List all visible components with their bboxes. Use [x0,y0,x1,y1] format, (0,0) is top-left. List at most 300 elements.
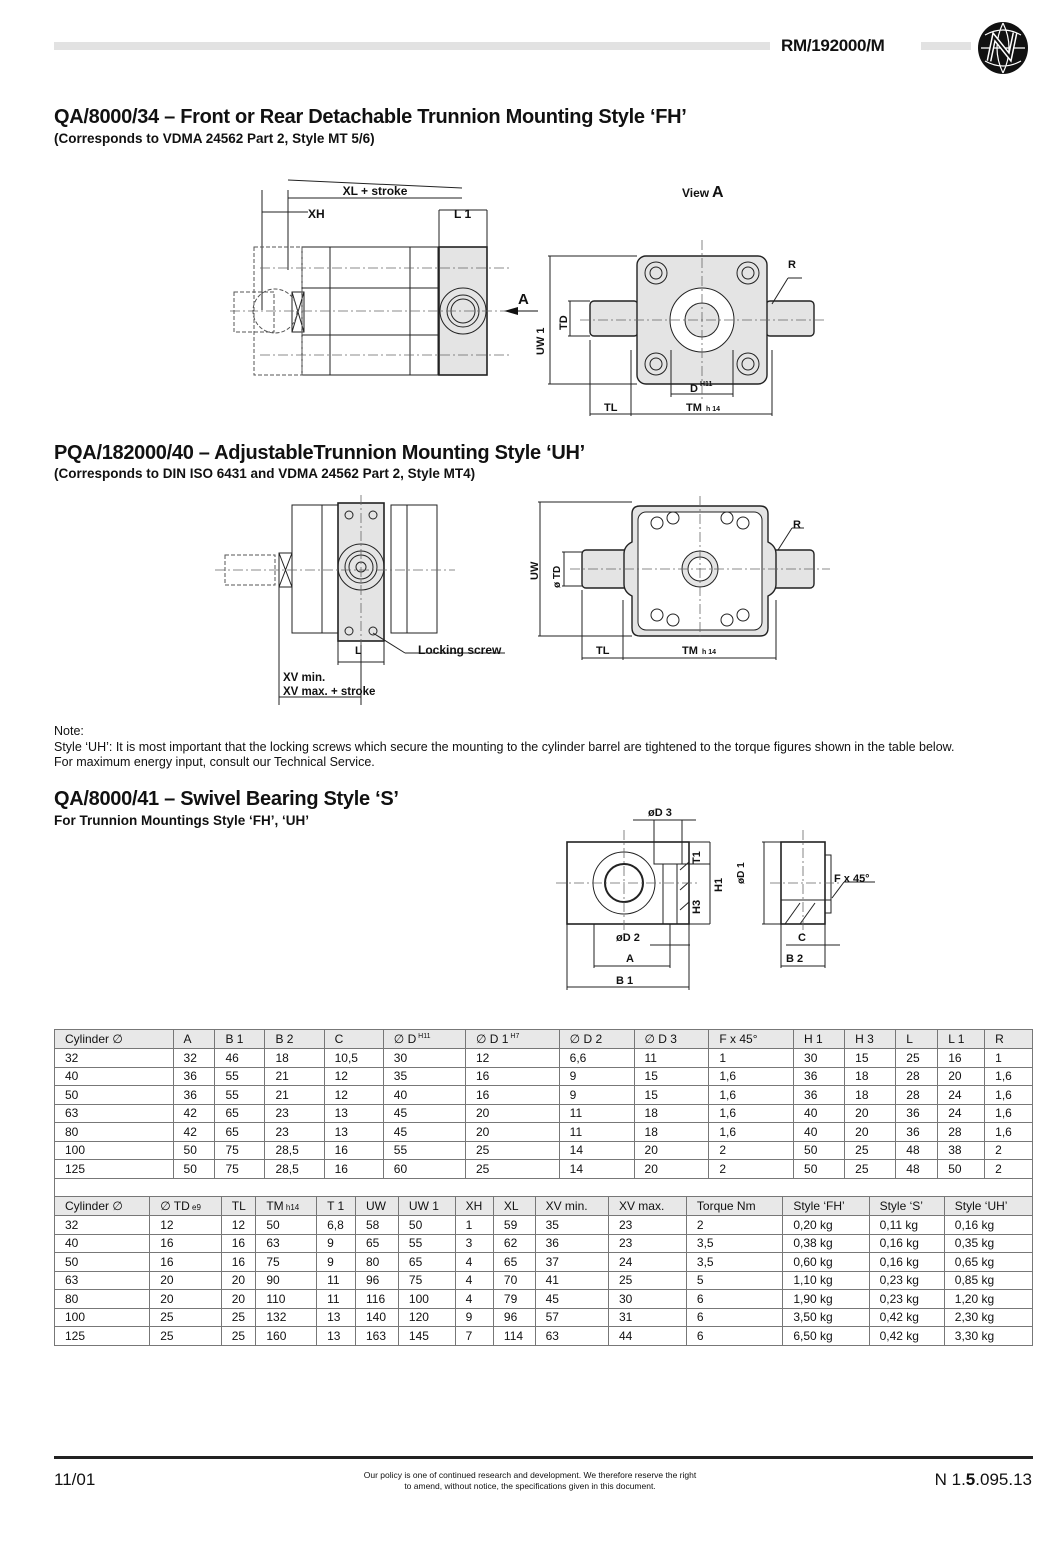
label-xv-max: XV max. + stroke [283,686,376,698]
table-cell: 40 [794,1104,845,1123]
table-row [55,1123,1033,1142]
table-cell: 11 [317,1271,356,1290]
label-c: C [798,932,806,944]
table-cell: 1,6 [985,1086,1033,1105]
table-cell: 1,6 [985,1067,1033,1086]
table-cell: 13 [317,1308,356,1327]
table-row [55,1216,1033,1235]
table-cell: 65 [398,1253,455,1272]
table-cell: 11 [317,1290,356,1309]
table-cell: 2 [709,1160,794,1179]
column-header: XL [493,1197,535,1216]
table-cell: 2 [985,1160,1033,1179]
label-h1: H1 [713,877,725,892]
table-cell: 1 [455,1216,493,1235]
table-cell: 0,35 kg [944,1234,1032,1253]
table-cell: 58 [355,1216,398,1235]
table-cell: 80 [55,1290,150,1309]
column-header: ∅ D $^{H11}$ [383,1030,465,1049]
footer-page-number [935,1470,1032,1490]
table-cell: 2,30 kg [944,1308,1032,1327]
table-cell: 7 [455,1327,493,1346]
table-cell: 18 [634,1123,709,1142]
norgren-globe-logo [977,21,1029,75]
table-cell: 28 [938,1123,985,1142]
table-cell: 28 [896,1086,938,1105]
table-cell: 28 [896,1067,938,1086]
label-tl: TL [604,402,618,414]
label-xv-min: XV min. [283,672,326,684]
table-cell: 18 [845,1067,896,1086]
table-cell: 75 [215,1160,265,1179]
table-cell: 65 [215,1104,265,1123]
table-cell: 75 [215,1141,265,1160]
table-cell: 20 [466,1104,560,1123]
column-header: Style ‘UH’ [944,1197,1032,1216]
label-tm-tol: h 14 [702,649,717,656]
table-cell: 14 [559,1160,634,1179]
uh-side-view-diagram [215,495,525,705]
label-b2: B 2 [786,953,804,965]
table-cell: 80 [55,1123,174,1142]
column-header: UW 1 [398,1197,455,1216]
table-cell: 55 [215,1067,265,1086]
section-title-s: QA/8000/41 – Swivel Bearing Style ‘S’ [54,788,399,810]
table-cell: 35 [383,1067,465,1086]
table-cell: 25 [150,1327,222,1346]
table-cell: 100 [55,1308,150,1327]
table-cell: 31 [608,1308,686,1327]
table-cell: 90 [256,1271,317,1290]
table-cell: 160 [256,1327,317,1346]
column-header: Torque Nm [686,1197,782,1216]
swivel-bearing-diagram [550,800,880,995]
table-cell: 40 [794,1123,845,1142]
table-cell: 20 [221,1271,256,1290]
table-cell: 25 [221,1308,256,1327]
table-cell: 20 [634,1141,709,1160]
table-cell: 65 [215,1123,265,1142]
table-cell: 120 [398,1308,455,1327]
table-cell: 50 [173,1160,215,1179]
table-cell: 6,6 [559,1049,634,1068]
note-line-2: For maximum energy input, consult our Technical Service. [54,755,375,769]
table-cell: 21 [265,1086,324,1105]
table-cell: 32 [173,1049,215,1068]
table-cell: 3,50 kg [783,1308,869,1327]
header-rule-right [921,42,971,50]
table-cell: 6,50 kg [783,1327,869,1346]
table-cell: 16 [324,1160,383,1179]
section-subtitle-uh: (Corresponds to DIN ISO 6431 and VDMA 24562 Part 2, Style MT4) [54,466,476,481]
table-cell: 38 [938,1141,985,1160]
table-row [55,1327,1033,1346]
table-cell: 20 [466,1123,560,1142]
fh-view-a-diagram [535,180,840,430]
table-cell: 4 [455,1253,493,1272]
table-cell: 20 [938,1067,985,1086]
footer-policy [300,1470,760,1492]
table-cell: 25 [221,1327,256,1346]
table-cell: 28,5 [265,1160,324,1179]
label-view-letter: A [712,184,724,201]
table-cell: 16 [221,1253,256,1272]
table-cell: 65 [355,1234,398,1253]
table-cell: 1,6 [709,1086,794,1105]
table-cell: 18 [634,1104,709,1123]
table-cell: 5 [686,1271,782,1290]
footer-date: 11/01 [54,1470,96,1489]
table-cell: 23 [608,1234,686,1253]
table-cell: 36 [173,1086,215,1105]
section-subtitle-s: For Trunnion Mountings Style ‘FH’, ‘UH’ [54,813,309,828]
table-cell: 25 [845,1160,896,1179]
table-cell: 41 [535,1271,608,1290]
table-cell: 70 [493,1271,535,1290]
table-header-row [55,1197,1033,1216]
label-tm: TM [682,645,698,657]
table-cell: 18 [845,1086,896,1105]
table-cell: 12 [324,1067,383,1086]
table-cell: 114 [493,1327,535,1346]
table-cell: 24 [938,1104,985,1123]
table-cell: 0,16 kg [944,1216,1032,1235]
table-row [55,1049,1033,1068]
table-cell: 96 [493,1308,535,1327]
table-cell: 36 [794,1086,845,1105]
table-cell: 40 [383,1086,465,1105]
table-cell: 0,60 kg [783,1253,869,1272]
table-cell: 12 [221,1216,256,1235]
label-a: A [626,953,634,965]
table-cell: 9 [317,1253,356,1272]
table-cell: 2 [709,1141,794,1160]
table-cell: 3,5 [686,1234,782,1253]
table-cell: 25 [150,1308,222,1327]
table-cell: 25 [608,1271,686,1290]
table-cell: 13 [324,1123,383,1142]
column-header: T 1 [317,1197,356,1216]
label-td: TD [558,315,570,330]
label-d: D [690,383,698,395]
table-header-row [55,1030,1033,1049]
table-cell: 1 [985,1049,1033,1068]
table-cell: 25 [466,1160,560,1179]
table-cell: 100 [398,1290,455,1309]
table-cell: 12 [324,1086,383,1105]
table-spacer-row [54,1176,1033,1196]
table-cell: 55 [383,1141,465,1160]
table-cell: 80 [355,1253,398,1272]
table-cell: 3,5 [686,1253,782,1272]
table-cell: 23 [265,1104,324,1123]
table-cell: 1,6 [709,1067,794,1086]
table-cell: 18 [265,1049,324,1068]
label-r: R [793,519,801,531]
column-header: ∅ D 1 $^{H7}$ [466,1030,560,1049]
table-cell: 2 [985,1141,1033,1160]
table-cell: 1,90 kg [783,1290,869,1309]
table-cell: 16 [938,1049,985,1068]
table-cell: 60 [383,1160,465,1179]
column-header: ∅ D 2 [559,1030,634,1049]
table-cell: 3,30 kg [944,1327,1032,1346]
table-cell: 23 [265,1123,324,1142]
table-cell: 163 [355,1327,398,1346]
table-cell: 6 [686,1308,782,1327]
note-heading: Note: [54,724,84,738]
table-row [55,1253,1033,1272]
uh-front-view-diagram [520,490,840,670]
table-cell: 59 [493,1216,535,1235]
table-cell: 24 [608,1253,686,1272]
table-row [55,1086,1033,1105]
table-cell: 45 [535,1290,608,1309]
table-cell: 1,6 [985,1123,1033,1142]
table-cell: 20 [845,1123,896,1142]
table-cell: 9 [317,1234,356,1253]
table-cell: 2 [686,1216,782,1235]
section-subtitle-fh: (Corresponds to VDMA 24562 Part 2, Style MT 5/6) [54,131,375,146]
table-cell: 50 [173,1141,215,1160]
section-title-fh: QA/8000/34 – Front or Rear Detachable Trunnion Mounting Style ‘FH’ [54,106,687,128]
table-cell: 1,6 [985,1104,1033,1123]
table-cell: 9 [559,1086,634,1105]
table-cell: 37 [535,1253,608,1272]
label-d-tol: H11 [700,381,713,388]
column-header: XH [455,1197,493,1216]
column-header: ∅ TD e9 [150,1197,222,1216]
table-cell: 96 [355,1271,398,1290]
table-cell: 40 [55,1234,150,1253]
table-cell: 15 [634,1067,709,1086]
table-cell: 24 [938,1086,985,1105]
table-cell: 36 [794,1067,845,1086]
column-header: TM h14 [256,1197,317,1216]
table-cell: 57 [535,1308,608,1327]
table-cell: 35 [535,1216,608,1235]
table-cell: 0,16 kg [869,1234,944,1253]
table-cell: 0,11 kg [869,1216,944,1235]
table-cell: 6 [686,1327,782,1346]
label-view: View [682,186,710,200]
table-cell: 25 [845,1141,896,1160]
label-xl-stroke: XL + stroke [342,184,408,198]
column-header: XV max. [608,1197,686,1216]
label-f45: F x 45° [834,873,870,885]
label-xh: XH [308,207,325,221]
table-cell: 45 [383,1123,465,1142]
table-cell: 6 [686,1290,782,1309]
table-cell: 10,5 [324,1049,383,1068]
table-cell: 32 [55,1049,174,1068]
column-header: XV min. [535,1197,608,1216]
column-header: Cylinder ∅ [55,1197,150,1216]
table-cell: 3 [455,1234,493,1253]
tolerance-suffix: e9 [189,1203,201,1212]
label-d1: øD 1 [736,862,747,884]
tolerance-superscript: H7 [508,1033,520,1040]
table-row [55,1104,1033,1123]
table-cell: 1,6 [709,1123,794,1142]
table-cell: 110 [256,1290,317,1309]
label-b1: B 1 [616,975,634,987]
table-cell: 13 [317,1327,356,1346]
table-cell: 30 [794,1049,845,1068]
table-cell: 50 [938,1160,985,1179]
table-row [55,1308,1033,1327]
table-cell: 1,6 [709,1104,794,1123]
table-cell: 6,8 [317,1216,356,1235]
footer-policy-line-2: to amend, without notice, the specifications given in this document. [404,1481,656,1491]
table-cell: 15 [845,1049,896,1068]
table-cell: 50 [55,1253,150,1272]
table-cell: 48 [896,1141,938,1160]
table-cell: 20 [845,1104,896,1123]
table-cell: 40 [55,1067,174,1086]
table-cell: 45 [383,1104,465,1123]
column-header: Style ‘FH’ [783,1197,869,1216]
fh-side-view-diagram [220,180,540,420]
page-prefix: N 1. [934,1470,966,1489]
table-cell: 36 [535,1234,608,1253]
label-uw1: UW 1 [535,327,547,355]
table-cell: 15 [634,1086,709,1105]
table-cell: 63 [55,1104,174,1123]
table-cell: 9 [455,1308,493,1327]
table-cell: 30 [608,1290,686,1309]
table-cell: 50 [55,1086,174,1105]
table-row [55,1290,1033,1309]
column-header: ∅ D 3 [634,1030,709,1049]
table-cell: 50 [794,1160,845,1179]
table-cell: 0,16 kg [869,1253,944,1272]
table-cell: 79 [493,1290,535,1309]
table-row [55,1067,1033,1086]
table-cell: 12 [466,1049,560,1068]
label-t1: T1 [691,851,703,864]
table-cell: 55 [215,1086,265,1105]
label-h3: H3 [691,899,703,914]
table-cell: 12 [150,1216,222,1235]
table-cell: 20 [634,1160,709,1179]
table-cell: 4 [455,1290,493,1309]
column-header: H 3 [845,1030,896,1049]
column-header: R [985,1030,1033,1049]
column-header: F x 45° [709,1030,794,1049]
table-cell: 55 [398,1234,455,1253]
label-r: R [788,259,796,271]
table-row [55,1234,1033,1253]
dimensions-table-1 [54,1029,1033,1179]
table-cell: 0,65 kg [944,1253,1032,1272]
table-cell: 16 [150,1234,222,1253]
tolerance-superscript: H11 [416,1033,431,1040]
column-header: B 2 [265,1030,324,1049]
label-tm-tol: h 14 [706,406,721,413]
table-cell: 23 [608,1216,686,1235]
table-cell: 1 [709,1049,794,1068]
footer-policy-line-1: Our policy is one of continued research and development. We therefore reserve the right [363,1470,697,1480]
table-cell: 20 [150,1271,222,1290]
table-cell: 25 [466,1141,560,1160]
table-cell: 36 [896,1104,938,1123]
table-cell: 0,42 kg [869,1327,944,1346]
table-cell: 132 [256,1308,317,1327]
label-d2: øD 2 [616,932,640,944]
table-cell: 116 [355,1290,398,1309]
table-cell: 28,5 [265,1141,324,1160]
label-td: ø TD [552,565,563,588]
table-cell: 16 [324,1141,383,1160]
table-row [55,1271,1033,1290]
table-cell: 20 [150,1290,222,1309]
table-cell: 0,85 kg [944,1271,1032,1290]
table-cell: 63 [535,1327,608,1346]
table-row [55,1141,1033,1160]
table-cell: 16 [150,1253,222,1272]
table-cell: 0,23 kg [869,1290,944,1309]
table-cell: 42 [173,1104,215,1123]
label-locking-screw: Locking screw [418,643,502,657]
label-tl: TL [596,645,610,657]
column-header: H 1 [794,1030,845,1049]
table-cell: 0,20 kg [783,1216,869,1235]
table-cell: 25 [896,1049,938,1068]
label-l1: L 1 [454,207,472,221]
table-cell: 0,23 kg [869,1271,944,1290]
table-cell: 16 [466,1067,560,1086]
label-l: L [355,645,362,657]
column-header: Style ‘S’ [869,1197,944,1216]
column-header: A [173,1030,215,1049]
table-cell: 46 [215,1049,265,1068]
table-cell: 50 [398,1216,455,1235]
table-cell: 48 [896,1160,938,1179]
table-cell: 4 [455,1271,493,1290]
table-cell: 11 [559,1104,634,1123]
table-cell: 13 [324,1104,383,1123]
table-cell: 11 [559,1123,634,1142]
table-cell: 65 [493,1253,535,1272]
table-cell: 63 [55,1271,150,1290]
table-cell: 62 [493,1234,535,1253]
table-cell: 16 [221,1234,256,1253]
table-cell: 75 [398,1271,455,1290]
table-cell: 0,42 kg [869,1308,944,1327]
footer-rule [54,1456,1033,1459]
header-rule-left [54,42,770,50]
column-header: C [324,1030,383,1049]
column-header: TL [221,1197,256,1216]
dimensions-table-2 [54,1196,1033,1346]
label-tm: TM [686,402,702,414]
table-cell: 100 [55,1141,174,1160]
column-header: Cylinder ∅ [55,1030,174,1049]
column-header: L [896,1030,938,1049]
table-cell: 20 [221,1290,256,1309]
column-header: UW [355,1197,398,1216]
note-line-1: Style ‘UH’: It is most important that the locking screws which secure the mounting to the cylinder barrel are tightened to the torque figures shown in the table below. [54,740,955,754]
table-cell: 75 [256,1253,317,1272]
table-cell: 11 [634,1049,709,1068]
table-cell: 50 [256,1216,317,1235]
table-cell: 30 [383,1049,465,1068]
column-header: L 1 [938,1030,985,1049]
page-suffix: .095.13 [975,1470,1032,1489]
table-cell: 9 [559,1067,634,1086]
table-cell: 1,20 kg [944,1290,1032,1309]
